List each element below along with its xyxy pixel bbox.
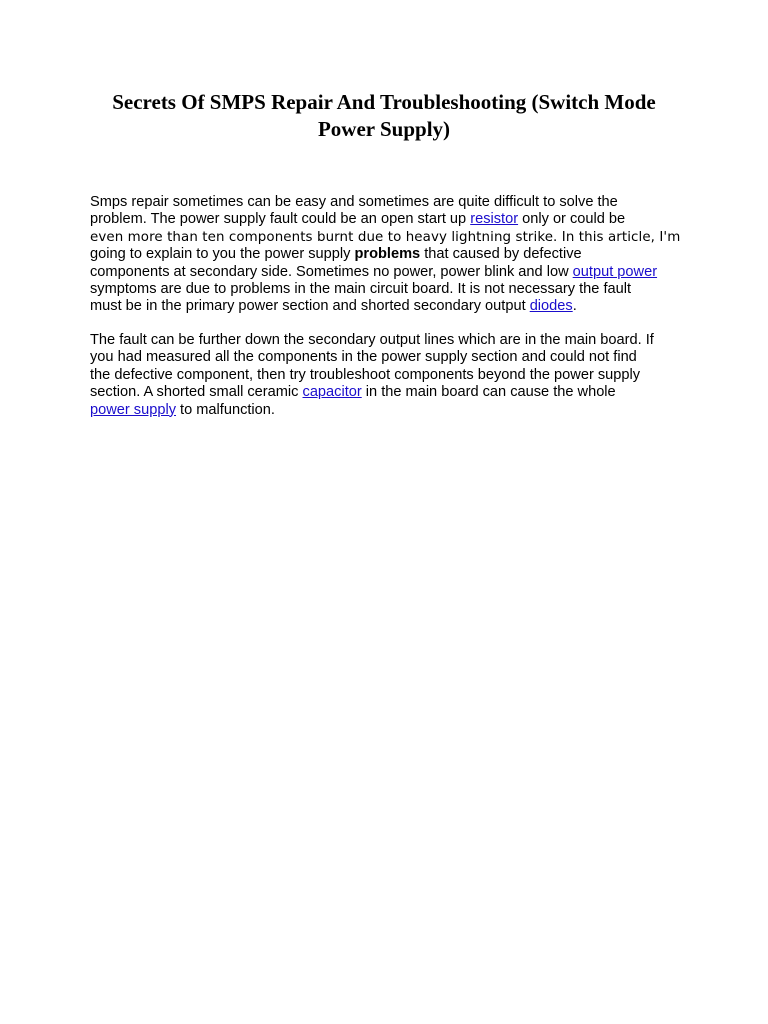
paragraph-1-line-4 bbox=[90, 246, 690, 263]
paragraph-1-line-2 bbox=[90, 211, 690, 228]
paragraph-1-line-3: even more than ten components burnt due to heavy lightning strike. In this article, I'm bbox=[90, 229, 681, 245]
problems-bold: problems bbox=[354, 246, 421, 263]
text-segment: in the main board can cause the whole bbox=[361, 384, 616, 401]
paragraph-2-line-1: The fault can be further down the secondary output lines which are in the main board. If bbox=[90, 332, 654, 348]
text-segment: going to explain to you the power supply bbox=[90, 246, 355, 263]
capacitor-link[interactable]: capacitor bbox=[302, 384, 362, 401]
paragraph-2-line-5 bbox=[90, 402, 690, 419]
diodes-link[interactable]: diodes bbox=[529, 298, 573, 315]
paragraph-2 bbox=[90, 332, 690, 419]
output-power-link[interactable]: output power bbox=[572, 263, 658, 280]
paragraph-1 bbox=[90, 194, 690, 316]
text-segment: to malfunction. bbox=[176, 401, 275, 418]
paragraph-2-line-2: you had measured all the components in the power supply section and could not find bbox=[90, 349, 637, 366]
text-segment: must be in the primary power section and shorted secondary output bbox=[90, 298, 530, 315]
document-title: Secrets Of SMPS Repair And Troubleshooting (Switch Mode Power Supply) bbox=[112, 90, 656, 141]
resistor-link[interactable]: resistor bbox=[470, 211, 519, 228]
paragraph-1-line-5 bbox=[90, 264, 690, 281]
text-segment: only or could be bbox=[518, 211, 626, 228]
power-supply-link[interactable]: power supply bbox=[90, 401, 176, 418]
paragraph-1-line-1: Smps repair sometimes can be easy and sometimes are quite difficult to solve the bbox=[90, 194, 618, 210]
paragraph-2-line-3: the defective component, then try troubleshoot components beyond the power supply bbox=[90, 366, 641, 383]
text-segment: that caused by defective bbox=[420, 246, 582, 263]
text-segment: components at secondary side. Sometimes no power, power blink and low bbox=[90, 263, 573, 280]
text-segment: section. A shorted small ceramic bbox=[90, 384, 303, 401]
text-segment: problem. The power supply fault could be an open start up bbox=[90, 211, 471, 228]
paragraph-2-line-4 bbox=[90, 384, 690, 401]
text-segment: . bbox=[572, 298, 577, 315]
paragraph-1-line-6: symptoms are due to problems in the main circuit board. It is not necessary the fault bbox=[90, 281, 632, 298]
paragraph-1-line-7 bbox=[90, 298, 690, 315]
